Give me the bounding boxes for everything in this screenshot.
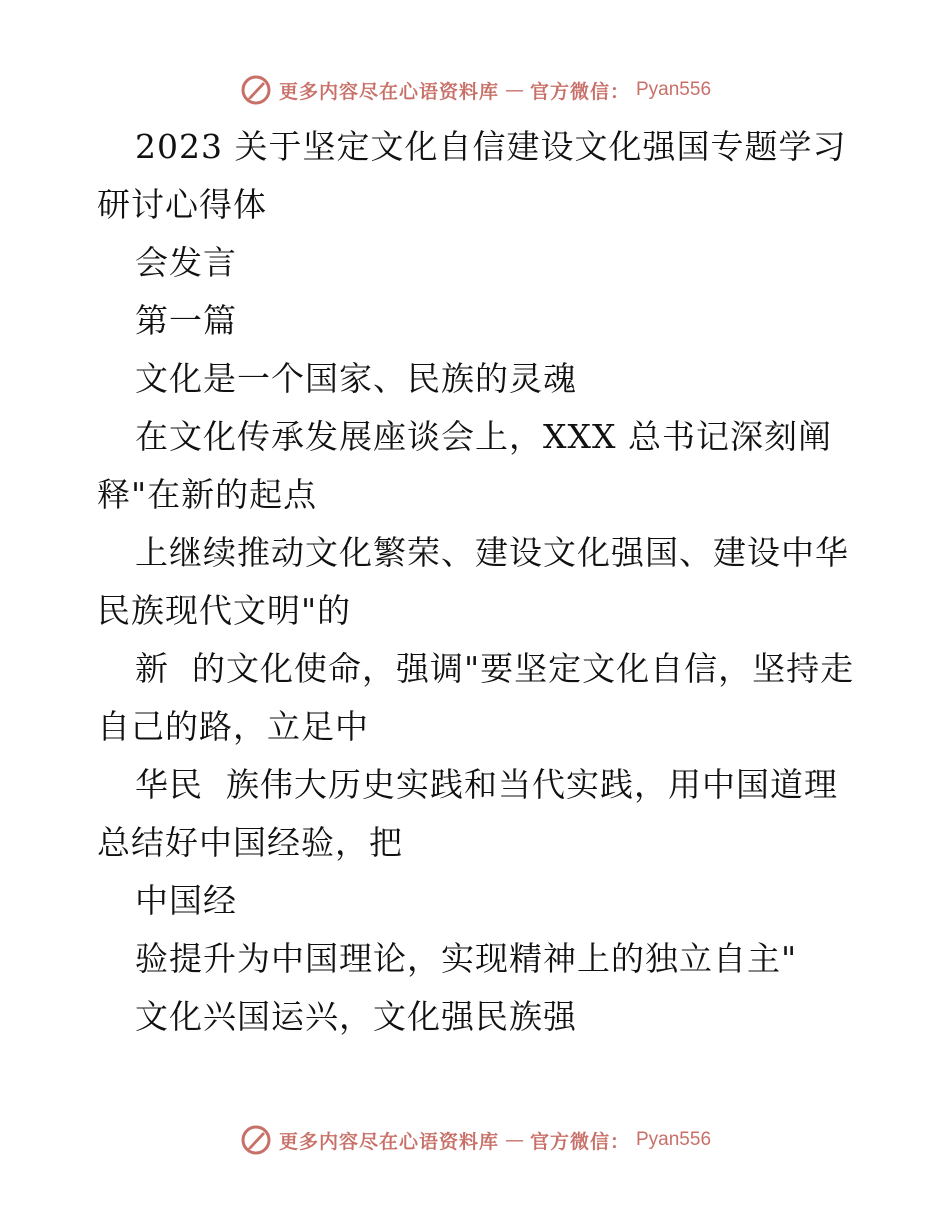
doc-paragraph-line: 验提升为中国理论，实现精神上的独立自主" (135, 939, 798, 978)
watermark-site-text: 更多内容尽在心语资料库 (278, 80, 499, 103)
doc-paragraph-line: 文化兴国运兴，文化强民族强 (135, 997, 577, 1036)
doc-title-line-2: 研讨心得体 (97, 185, 267, 224)
doc-title-line-3: 会发言 (135, 243, 237, 282)
footer-watermark (0, 1120, 950, 1160)
doc-paragraph-line: 新 的文化使命，强调"要坚定文化自信，坚持走 (135, 649, 855, 688)
doc-paragraph-line: 释"在新的起点 (97, 475, 318, 514)
doc-subheading: 文化是一个国家、民族的灵魂 (135, 359, 577, 398)
doc-title-line-1: 2023 关于坚定文化自信建设文化强国专题学习 (135, 127, 847, 166)
watermark-wechat-id: Pyan556 (636, 1129, 712, 1150)
doc-paragraph-line: 华民 族伟大历史实践和当代实践，用中国道理 (135, 765, 838, 804)
doc-paragraph-line: 民族现代文明"的 (97, 591, 352, 630)
watermark-separator: — (504, 1129, 524, 1151)
quill-logo-icon (239, 1123, 273, 1157)
doc-section-heading: 第一篇 (135, 301, 237, 340)
watermark-separator: — (504, 79, 524, 101)
watermark-wechat-id: Pyan556 (636, 79, 712, 100)
watermark-wechat-label: 官方微信： (529, 1130, 630, 1153)
watermark-site-text: 更多内容尽在心语资料库 (278, 1130, 499, 1153)
doc-paragraph-line: 总结好中国经验，把 (97, 823, 403, 862)
doc-paragraph-line: 上继续推动文化繁荣、建设文化强国、建设中华 (135, 533, 849, 572)
doc-paragraph-line: 自己的路，立足中 (97, 707, 369, 746)
doc-paragraph-line: 中国经 (135, 881, 237, 920)
watermark-wechat-label: 官方微信： (529, 80, 630, 103)
header-watermark (0, 70, 950, 110)
doc-paragraph-line: 在文化传承发展座谈会上，XXX 总书记深刻阐 (135, 417, 832, 456)
quill-logo-icon (239, 73, 273, 107)
